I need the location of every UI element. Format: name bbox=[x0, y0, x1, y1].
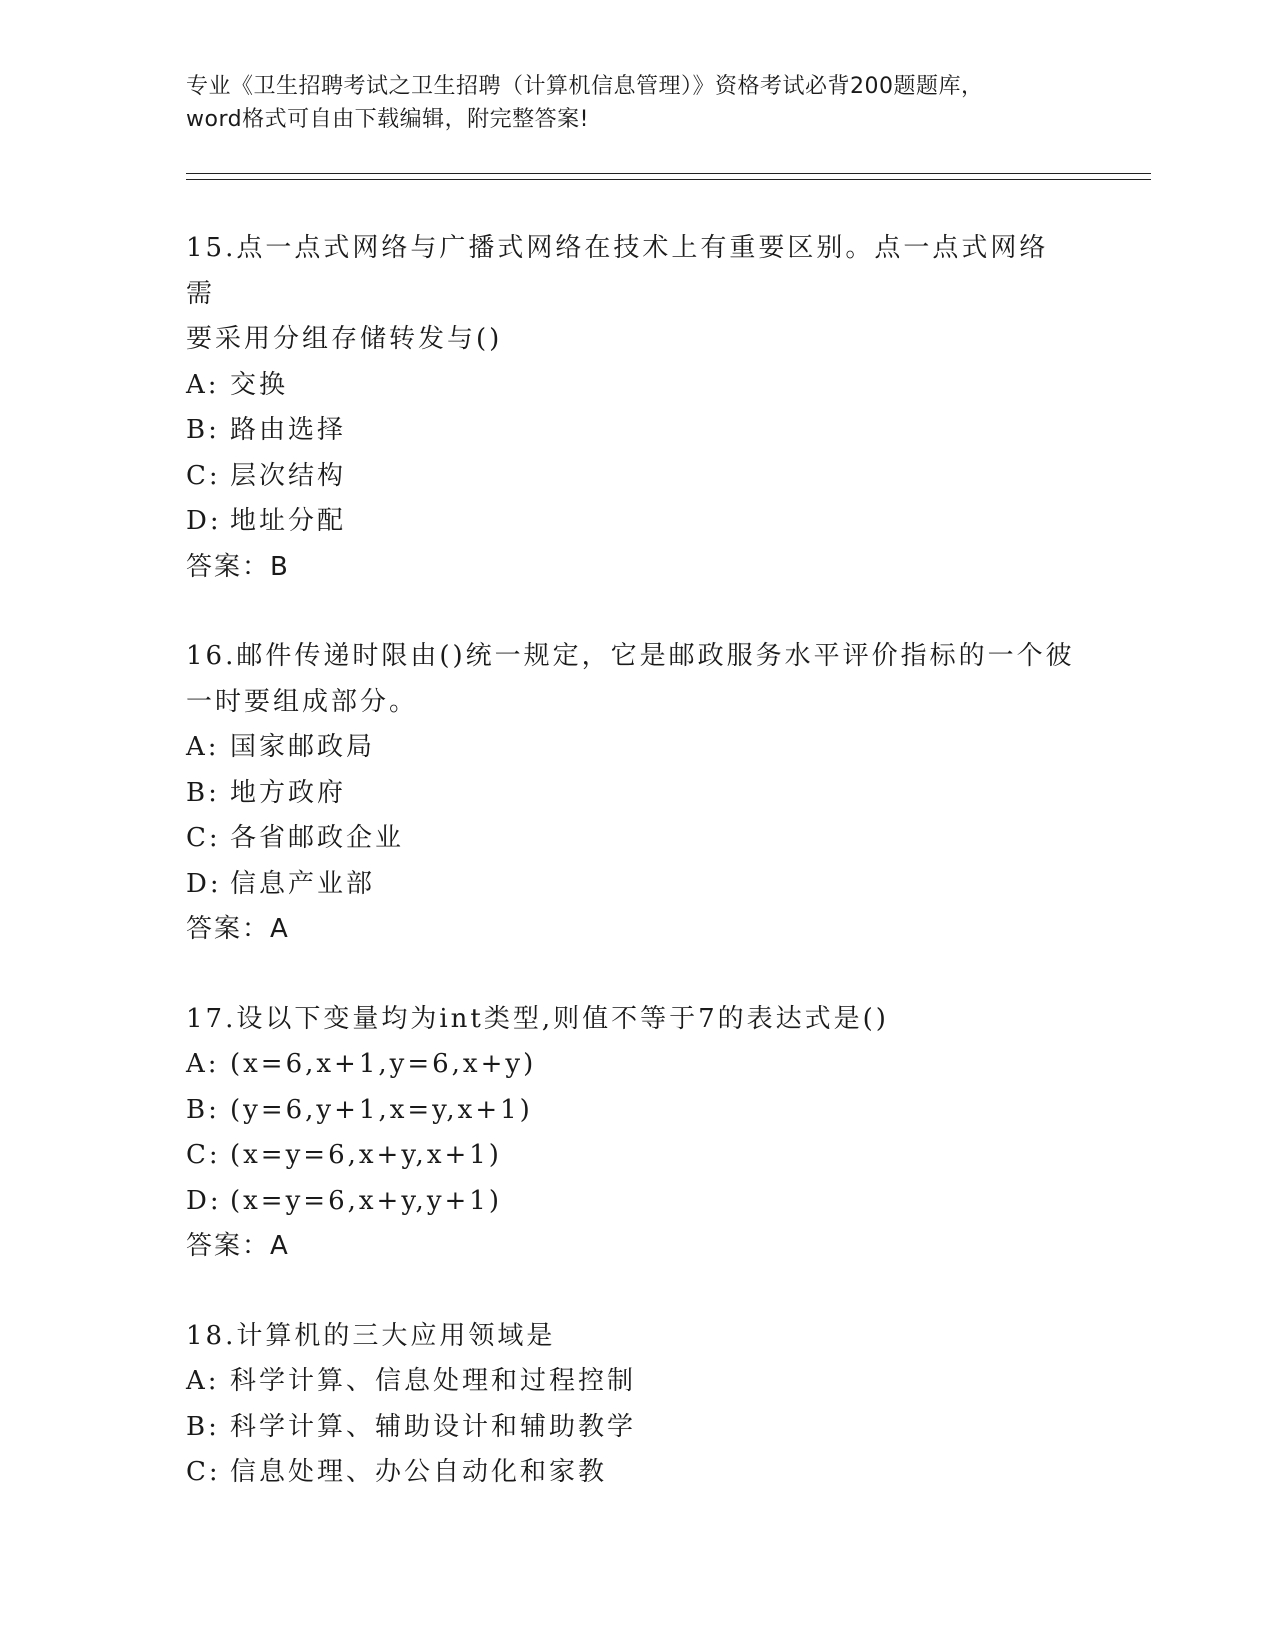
question-list bbox=[186, 226, 1151, 1496]
option-letter: B: bbox=[186, 777, 220, 808]
question-stem: 16.邮件传递时限由()统一规定，它是邮政服务水平评价指标的一个彼 bbox=[186, 641, 1075, 671]
option-letter: A: bbox=[186, 1366, 220, 1396]
question-stem: 18.计算机的三大应用领域是 bbox=[186, 1320, 556, 1351]
option-text: 信息处理、办公自动化和家教 bbox=[230, 1457, 608, 1487]
document-header-line-2: word格式可自由下载编辑，附完整答案! bbox=[186, 107, 589, 132]
answer-option bbox=[186, 862, 1151, 908]
question-block bbox=[186, 1314, 1151, 1496]
option-text: 科学计算、信息处理和过程控制 bbox=[230, 1366, 637, 1396]
option-letter: B: bbox=[186, 1411, 220, 1442]
option-letter: A: bbox=[186, 732, 220, 762]
option-text: 路由选择 bbox=[230, 415, 347, 445]
question-block bbox=[186, 226, 1151, 590]
option-text: (x=6,x+1,y=6,x+y) bbox=[230, 1049, 537, 1079]
option-text: 地方政府 bbox=[230, 777, 347, 808]
answer-option bbox=[186, 363, 1151, 409]
option-letter: C: bbox=[186, 460, 221, 491]
option-text: 国家邮政局 bbox=[230, 732, 376, 762]
question-stem: 15.点一点式网络与广播式网络在技术上有重要区别。点一点式网络需 bbox=[186, 233, 1049, 309]
question-block bbox=[186, 997, 1151, 1270]
answer-option bbox=[186, 771, 1151, 817]
option-letter: D: bbox=[186, 868, 222, 899]
question-stem-continuation: 一时要组成部分。 bbox=[186, 686, 419, 717]
answer-option bbox=[186, 1450, 1151, 1496]
option-letter: C: bbox=[186, 823, 221, 853]
answer-option bbox=[186, 816, 1151, 862]
answer-key: 答案：A bbox=[186, 914, 290, 944]
answer-option bbox=[186, 408, 1151, 454]
option-letter: C: bbox=[186, 1140, 221, 1170]
option-text: 各省邮政企业 bbox=[230, 823, 405, 853]
question-stem-continuation: 要采用分组存储转发与() bbox=[186, 324, 503, 354]
answer-option bbox=[186, 454, 1151, 500]
option-letter: D: bbox=[186, 506, 222, 536]
answer-key: 答案：A bbox=[186, 1231, 290, 1261]
answer-option bbox=[186, 1359, 1151, 1405]
document-header-line-1: 专业《卫生招聘考试之卫生招聘（计算机信息管理）》资格考试必背200题题库， bbox=[186, 74, 984, 99]
question-stem: 17.设以下变量均为int类型,则值不等于7的表达式是() bbox=[186, 1003, 889, 1034]
option-text: (x=y=6,x+y,x+1) bbox=[230, 1140, 502, 1170]
option-text: 信息产业部 bbox=[230, 868, 376, 899]
header-double-rule bbox=[186, 173, 1151, 180]
answer-option bbox=[186, 1133, 1151, 1179]
option-letter: D: bbox=[186, 1185, 222, 1216]
option-text: (y=6,y+1,x=y,x+1) bbox=[230, 1094, 533, 1125]
option-text: 地址分配 bbox=[230, 506, 347, 536]
answer-option bbox=[186, 725, 1151, 771]
option-text: 层次结构 bbox=[230, 460, 347, 491]
option-text: 交换 bbox=[230, 369, 289, 400]
answer-option bbox=[186, 1405, 1151, 1451]
answer-key: 答案：B bbox=[186, 551, 290, 582]
option-text: (x=y=6,x+y,y+1) bbox=[230, 1185, 502, 1216]
option-letter: C: bbox=[186, 1457, 221, 1487]
option-text: 科学计算、辅助设计和辅助教学 bbox=[230, 1411, 637, 1442]
option-letter: A: bbox=[186, 369, 220, 400]
option-letter: B: bbox=[186, 415, 220, 445]
answer-option bbox=[186, 1042, 1151, 1088]
answer-option bbox=[186, 499, 1151, 545]
answer-option bbox=[186, 1088, 1151, 1134]
answer-option bbox=[186, 1179, 1151, 1225]
option-letter: A: bbox=[186, 1049, 220, 1079]
option-letter: B: bbox=[186, 1094, 220, 1125]
document-page bbox=[186, 70, 1151, 1540]
question-block bbox=[186, 634, 1151, 953]
